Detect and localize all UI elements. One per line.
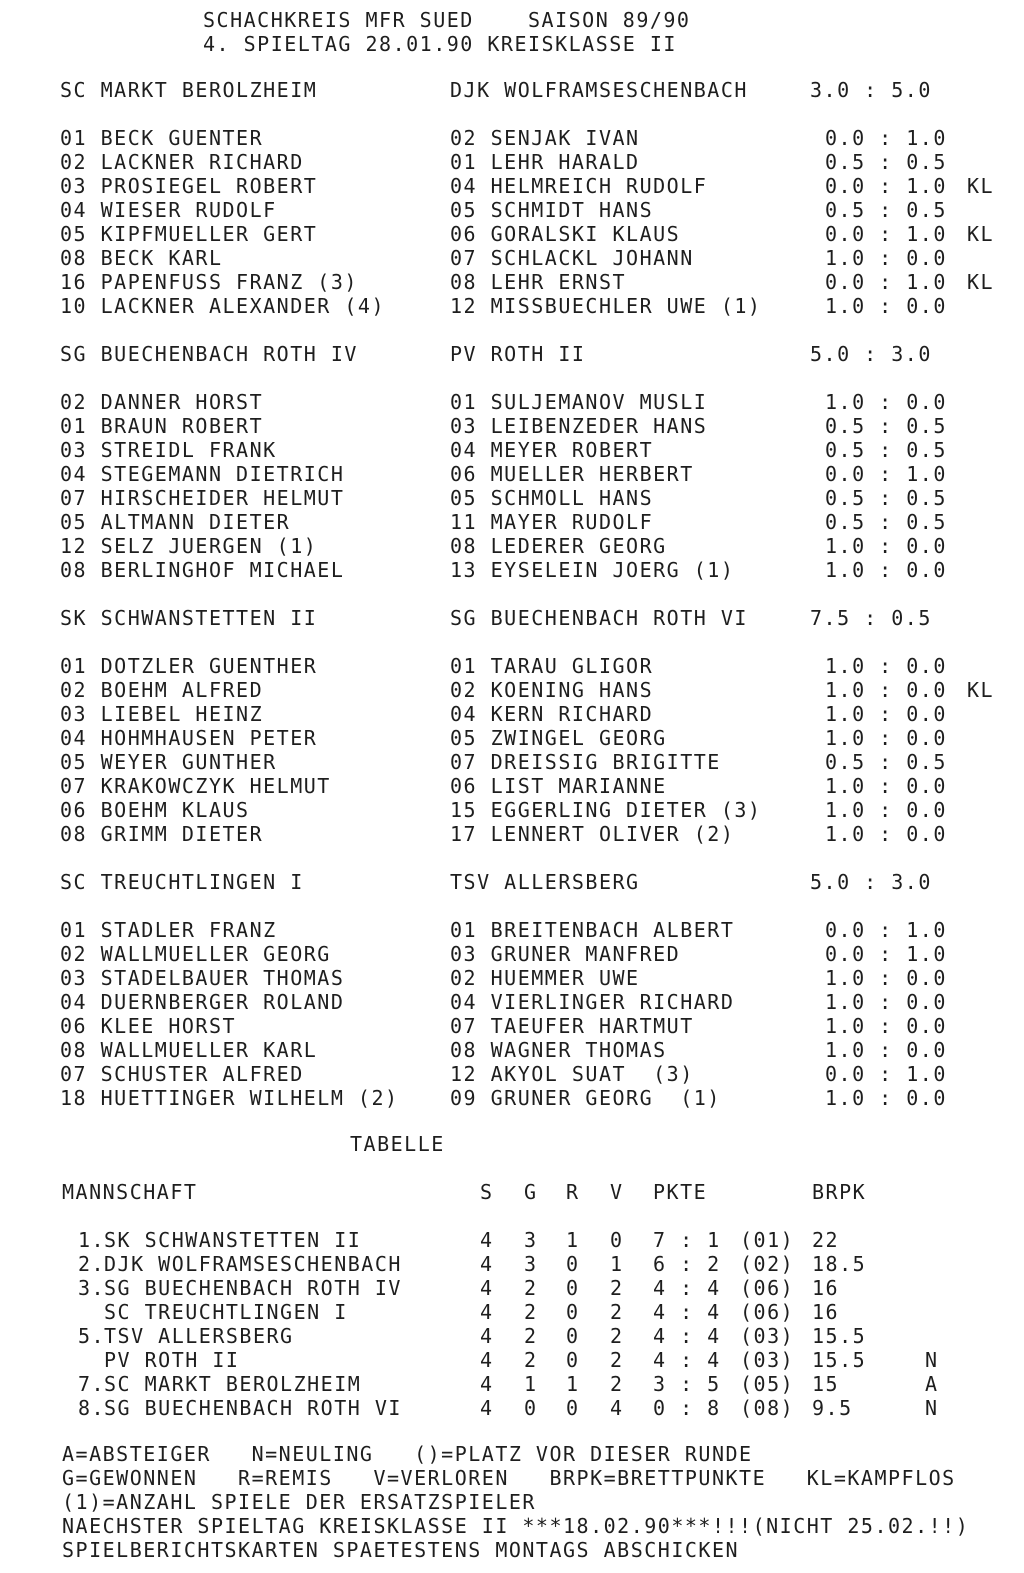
standings-team: SC TREUCHTLINGEN I — [104, 1300, 348, 1324]
board-result: 1.0 : 0.0 — [825, 654, 947, 678]
board-away-player: 03 LEIBENZEDER HANS — [450, 414, 708, 438]
standings-rank: 5. — [78, 1324, 106, 1348]
board-result: 0.0 : 1.0 — [825, 918, 947, 942]
standings-s: 4 — [480, 1324, 494, 1348]
legend-line: A=ABSTEIGER N=NEULING ()=PLATZ VOR DIESER RUNDE — [62, 1442, 753, 1466]
board-home-player: 07 HIRSCHEIDER HELMUT — [60, 486, 345, 510]
board-away-player: 13 EYSELEIN JOERG (1) — [450, 558, 735, 582]
match-score: 7.5 : 0.5 — [810, 606, 932, 630]
board-home-player: 10 LACKNER ALEXANDER (4) — [60, 294, 385, 318]
match-home-team: SG BUECHENBACH ROTH IV — [60, 342, 358, 366]
standings-g: 1 — [524, 1372, 538, 1396]
standings-v: 4 — [610, 1396, 624, 1420]
board-result: 1.0 : 0.0 — [825, 1038, 947, 1062]
board-result: 0.5 : 0.5 — [825, 438, 947, 462]
standings-prev-rank: (01) — [740, 1228, 795, 1252]
board-home-player: 02 DANNER HORST — [60, 390, 264, 414]
board-result: 1.0 : 0.0 — [825, 390, 947, 414]
board-result: 1.0 : 0.0 — [825, 966, 947, 990]
board-away-player: 07 TAEUFER HARTMUT — [450, 1014, 694, 1038]
col-header-v: V — [610, 1180, 624, 1204]
board-note: KL — [967, 222, 995, 246]
legend-line: SPIELBERICHTSKARTEN SPAETESTENS MONTAGS ABSCHICKEN — [62, 1538, 740, 1562]
board-away-player: 02 SENJAK IVAN — [450, 126, 640, 150]
board-result: 1.0 : 0.0 — [825, 558, 947, 582]
match-away-team: PV ROTH II — [450, 342, 586, 366]
board-away-player: 06 LIST MARIANNE — [450, 774, 667, 798]
header-line-1: SCHACHKREIS MFR SUED SAISON 89/90 — [203, 8, 691, 32]
board-home-player: 05 KIPFMUELLER GERT — [60, 222, 318, 246]
match-home-team: SC MARKT BEROLZHEIM — [60, 78, 318, 102]
standings-g: 3 — [524, 1228, 538, 1252]
standings-team: SK SCHWANSTETTEN II — [104, 1228, 362, 1252]
standings-r: 0 — [566, 1324, 580, 1348]
board-home-player: 03 PROSIEGEL ROBERT — [60, 174, 318, 198]
col-header-team: MANNSCHAFT — [62, 1180, 198, 1204]
standings-g: 3 — [524, 1252, 538, 1276]
board-away-player: 06 MUELLER HERBERT — [450, 462, 694, 486]
match-away-team: SG BUECHENBACH ROTH VI — [450, 606, 748, 630]
board-result: 1.0 : 0.0 — [825, 726, 947, 750]
board-result: 0.5 : 0.5 — [825, 414, 947, 438]
standings-rank: 3. — [78, 1276, 106, 1300]
board-away-player: 05 ZWINGEL GEORG — [450, 726, 667, 750]
board-note: KL — [967, 678, 995, 702]
standings-r: 0 — [566, 1396, 580, 1420]
standings-s: 4 — [480, 1228, 494, 1252]
standings-s: 4 — [480, 1276, 494, 1300]
board-result: 0.5 : 0.5 — [825, 150, 947, 174]
board-away-player: 04 MEYER ROBERT — [450, 438, 654, 462]
board-away-player: 04 HELMREICH RUDOLF — [450, 174, 708, 198]
standings-prev-rank: (06) — [740, 1276, 795, 1300]
standings-pkte: 7 : 1 — [653, 1228, 721, 1252]
standings-prev-rank: (03) — [740, 1324, 795, 1348]
standings-prev-rank: (08) — [740, 1396, 795, 1420]
board-home-player: 03 STADELBAUER THOMAS — [60, 966, 345, 990]
header-line-2: 4. SPIELTAG 28.01.90 KREISKLASSE II — [203, 32, 677, 56]
board-home-player: 07 SCHUSTER ALFRED — [60, 1062, 304, 1086]
board-result: 1.0 : 0.0 — [825, 774, 947, 798]
match-away-team: TSV ALLERSBERG — [450, 870, 640, 894]
standings-flag: N — [925, 1396, 939, 1420]
board-result: 1.0 : 0.0 — [825, 1086, 947, 1110]
legend-line: G=GEWONNEN R=REMIS V=VERLOREN BRPK=BRETTPUNKTE KL=KAMPFLOS — [62, 1466, 956, 1490]
standings-s: 4 — [480, 1372, 494, 1396]
board-result: 1.0 : 0.0 — [825, 990, 947, 1014]
board-away-player: 07 DREISSIG BRIGITTE — [450, 750, 721, 774]
board-home-player: 03 STREIDL FRANK — [60, 438, 277, 462]
standings-rank: 7. — [78, 1372, 106, 1396]
board-away-player: 12 MISSBUECHLER UWE (1) — [450, 294, 762, 318]
board-away-player: 06 GORALSKI KLAUS — [450, 222, 681, 246]
standings-prev-rank: (06) — [740, 1300, 795, 1324]
standings-brpk: 18.5 — [812, 1252, 867, 1276]
standings-team: SC MARKT BEROLZHEIM — [104, 1372, 362, 1396]
standings-pkte: 4 : 4 — [653, 1300, 721, 1324]
standings-g: 0 — [524, 1396, 538, 1420]
board-away-player: 08 WAGNER THOMAS — [450, 1038, 667, 1062]
board-home-player: 12 SELZ JUERGEN (1) — [60, 534, 318, 558]
board-result: 1.0 : 0.0 — [825, 1014, 947, 1038]
standings-team: DJK WOLFRAMSESCHENBACH — [104, 1252, 402, 1276]
standings-v: 0 — [610, 1228, 624, 1252]
legend-line: (1)=ANZAHL SPIELE DER ERSATZSPIELER — [62, 1490, 536, 1514]
board-home-player: 01 BRAUN ROBERT — [60, 414, 264, 438]
standings-team: SG BUECHENBACH ROTH VI — [104, 1396, 402, 1420]
standings-pkte: 4 : 4 — [653, 1324, 721, 1348]
standings-pkte: 0 : 8 — [653, 1396, 721, 1420]
board-home-player: 01 BECK GUENTER — [60, 126, 264, 150]
match-away-team: DJK WOLFRAMSESCHENBACH — [450, 78, 748, 102]
standings-g: 2 — [524, 1300, 538, 1324]
standings-brpk: 16 — [812, 1276, 840, 1300]
board-away-player: 08 LEDERER GEORG — [450, 534, 667, 558]
board-away-player: 02 HUEMMER UWE — [450, 966, 640, 990]
standings-brpk: 16 — [812, 1300, 840, 1324]
standings-v: 2 — [610, 1276, 624, 1300]
standings-s: 4 — [480, 1396, 494, 1420]
standings-s: 4 — [480, 1300, 494, 1324]
standings-brpk: 15.5 — [812, 1348, 867, 1372]
standings-pkte: 4 : 4 — [653, 1276, 721, 1300]
standings-v: 2 — [610, 1324, 624, 1348]
match-score: 3.0 : 5.0 — [810, 78, 932, 102]
board-away-player: 05 SCHMIDT HANS — [450, 198, 654, 222]
board-result: 1.0 : 0.0 — [825, 678, 947, 702]
standings-g: 2 — [524, 1348, 538, 1372]
board-away-player: 01 TARAU GLIGOR — [450, 654, 654, 678]
standings-rank: 1. — [78, 1228, 106, 1252]
standings-g: 2 — [524, 1276, 538, 1300]
standings-v: 2 — [610, 1300, 624, 1324]
board-result: 1.0 : 0.0 — [825, 534, 947, 558]
board-home-player: 04 DUERNBERGER ROLAND — [60, 990, 345, 1014]
standings-pkte: 3 : 5 — [653, 1372, 721, 1396]
board-result: 0.0 : 1.0 — [825, 1062, 947, 1086]
standings-r: 1 — [566, 1372, 580, 1396]
col-header-brpk: BRPK — [812, 1180, 867, 1204]
board-home-player: 03 LIEBEL HEINZ — [60, 702, 264, 726]
board-away-player: 02 KOENING HANS — [450, 678, 654, 702]
board-note: KL — [967, 174, 995, 198]
standings-s: 4 — [480, 1348, 494, 1372]
board-result: 0.5 : 0.5 — [825, 198, 947, 222]
board-home-player: 08 GRIMM DIETER — [60, 822, 264, 846]
standings-flag: A — [925, 1372, 939, 1396]
standings-team: TSV ALLERSBERG — [104, 1324, 294, 1348]
board-note: KL — [967, 270, 995, 294]
col-header-g: G — [524, 1180, 538, 1204]
standings-team: PV ROTH II — [104, 1348, 240, 1372]
board-home-player: 05 WEYER GUNTHER — [60, 750, 277, 774]
col-header-s: S — [480, 1180, 494, 1204]
standings-r: 0 — [566, 1252, 580, 1276]
board-result: 1.0 : 0.0 — [825, 822, 947, 846]
board-home-player: 08 WALLMUELLER KARL — [60, 1038, 318, 1062]
standings-brpk: 9.5 — [812, 1396, 853, 1420]
standings-prev-rank: (03) — [740, 1348, 795, 1372]
board-result: 0.0 : 1.0 — [825, 270, 947, 294]
standings-rank: 2. — [78, 1252, 106, 1276]
standings-pkte: 4 : 4 — [653, 1348, 721, 1372]
board-result: 1.0 : 0.0 — [825, 798, 947, 822]
standings-brpk: 15.5 — [812, 1324, 867, 1348]
match-home-team: SC TREUCHTLINGEN I — [60, 870, 304, 894]
standings-r: 1 — [566, 1228, 580, 1252]
standings-r: 0 — [566, 1276, 580, 1300]
board-home-player: 18 HUETTINGER WILHELM (2) — [60, 1086, 399, 1110]
standings-pkte: 6 : 2 — [653, 1252, 721, 1276]
board-home-player: 05 ALTMANN DIETER — [60, 510, 291, 534]
board-home-player: 16 PAPENFUSS FRANZ (3) — [60, 270, 358, 294]
board-home-player: 04 STEGEMANN DIETRICH — [60, 462, 345, 486]
board-away-player: 08 LEHR ERNST — [450, 270, 627, 294]
board-result: 0.5 : 0.5 — [825, 486, 947, 510]
board-home-player: 06 BOEHM KLAUS — [60, 798, 250, 822]
standings-brpk: 22 — [812, 1228, 840, 1252]
board-away-player: 09 GRUNER GEORG (1) — [450, 1086, 721, 1110]
standings-r: 0 — [566, 1300, 580, 1324]
col-header-r: R — [566, 1180, 580, 1204]
standings-rank: 8. — [78, 1396, 106, 1420]
standings-v: 2 — [610, 1372, 624, 1396]
board-home-player: 02 LACKNER RICHARD — [60, 150, 304, 174]
standings-team: SG BUECHENBACH ROTH IV — [104, 1276, 402, 1300]
board-away-player: 04 VIERLINGER RICHARD — [450, 990, 735, 1014]
standings-flag: N — [925, 1348, 939, 1372]
board-home-player: 07 KRAKOWCZYK HELMUT — [60, 774, 331, 798]
legend-line: NAECHSTER SPIELTAG KREISKLASSE II ***18.02.90***!!!(NICHT 25.02.!!) — [62, 1514, 970, 1538]
board-home-player: 02 BOEHM ALFRED — [60, 678, 264, 702]
board-away-player: 01 LEHR HARALD — [450, 150, 640, 174]
standings-prev-rank: (02) — [740, 1252, 795, 1276]
board-result: 0.0 : 1.0 — [825, 942, 947, 966]
standings-brpk: 15 — [812, 1372, 840, 1396]
standings-r: 0 — [566, 1348, 580, 1372]
board-result: 0.5 : 0.5 — [825, 510, 947, 534]
board-home-player: 04 HOHMHAUSEN PETER — [60, 726, 318, 750]
match-home-team: SK SCHWANSTETTEN II — [60, 606, 318, 630]
board-away-player: 03 GRUNER MANFRED — [450, 942, 681, 966]
board-result: 0.0 : 1.0 — [825, 222, 947, 246]
board-result: 0.0 : 1.0 — [825, 462, 947, 486]
board-result: 1.0 : 0.0 — [825, 702, 947, 726]
board-away-player: 15 EGGERLING DIETER (3) — [450, 798, 762, 822]
standings-v: 1 — [610, 1252, 624, 1276]
board-away-player: 12 AKYOL SUAT (3) — [450, 1062, 694, 1086]
board-result: 1.0 : 0.0 — [825, 246, 947, 270]
board-home-player: 01 DOTZLER GUENTHER — [60, 654, 318, 678]
board-result: 1.0 : 0.0 — [825, 294, 947, 318]
standings-prev-rank: (05) — [740, 1372, 795, 1396]
board-home-player: 08 BERLINGHOF MICHAEL — [60, 558, 345, 582]
board-result: 0.0 : 1.0 — [825, 126, 947, 150]
table-title: TABELLE — [350, 1132, 445, 1156]
board-away-player: 07 SCHLACKL JOHANN — [450, 246, 694, 270]
board-home-player: 04 WIESER RUDOLF — [60, 198, 277, 222]
board-away-player: 11 MAYER RUDOLF — [450, 510, 654, 534]
match-score: 5.0 : 3.0 — [810, 342, 932, 366]
standings-v: 2 — [610, 1348, 624, 1372]
standings-s: 4 — [480, 1252, 494, 1276]
board-home-player: 08 BECK KARL — [60, 246, 223, 270]
board-home-player: 01 STADLER FRANZ — [60, 918, 277, 942]
board-home-player: 06 KLEE HORST — [60, 1014, 237, 1038]
board-home-player: 02 WALLMUELLER GEORG — [60, 942, 331, 966]
board-away-player: 04 KERN RICHARD — [450, 702, 654, 726]
standings-g: 2 — [524, 1324, 538, 1348]
board-away-player: 17 LENNERT OLIVER (2) — [450, 822, 735, 846]
col-header-pkte: PKTE — [653, 1180, 708, 1204]
board-away-player: 01 BREITENBACH ALBERT — [450, 918, 735, 942]
board-away-player: 05 SCHMOLL HANS — [450, 486, 654, 510]
board-result: 0.0 : 1.0 — [825, 174, 947, 198]
board-result: 0.5 : 0.5 — [825, 750, 947, 774]
board-away-player: 01 SULJEMANOV MUSLI — [450, 390, 708, 414]
match-score: 5.0 : 3.0 — [810, 870, 932, 894]
